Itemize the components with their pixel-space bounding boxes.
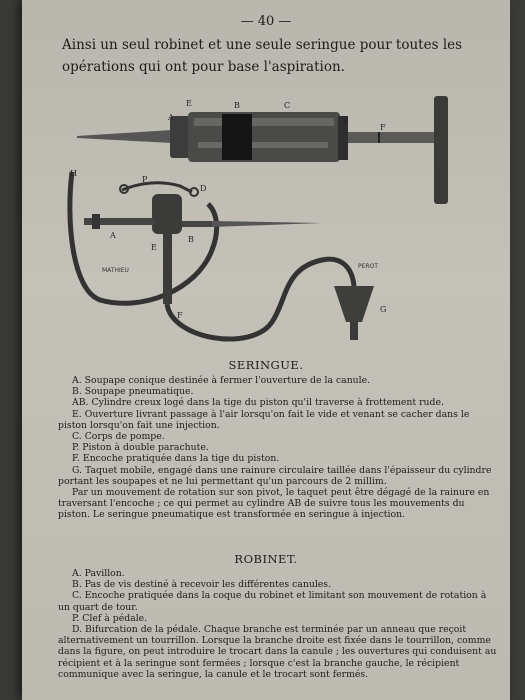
label-b-top: B — [234, 101, 240, 110]
label-a-bottom: A — [110, 231, 116, 240]
maker-signature: MATHIEU — [102, 267, 129, 274]
t-handle — [434, 96, 448, 204]
robinet-line-a: A. Pavillon. — [72, 568, 125, 579]
robinet-legend — [58, 568, 498, 680]
stopcock-body — [152, 194, 182, 234]
robinet-line-b: B. Pas de vis destiné à recevoir les différentes canules. — [72, 579, 332, 591]
seringue-line-a: A. Soupape conique destinée à fermer l'ouverture de la canule. — [72, 375, 371, 386]
intro-paragraph: Ainsi un seul robinet et une seule seringue pour toutes les opérations qui ont pour base l'aspiration. — [62, 37, 463, 75]
syringe-illustration — [22, 90, 510, 355]
seringue-legend — [58, 375, 498, 521]
label-b-bottom: B — [188, 235, 194, 244]
label-e-bottom: E — [151, 243, 157, 252]
page-number: — 40 — — [240, 14, 292, 29]
robinet-line-p: P. Clef à pédale. — [72, 612, 148, 624]
label-small-b: b — [343, 116, 349, 125]
stopcock-stem — [163, 234, 172, 304]
piston-rod — [348, 132, 440, 143]
seringue-line-c: C. Corps de pompe. — [72, 431, 165, 443]
label-g: G — [380, 305, 387, 314]
robinet-line-d: D. Bifurcation de la pédale. Chaque branche est terminée par un anneau que reçoit alternativement un tourrillon. Lorsque la branche droite est fixée dans le tourrillon, comme dans la figure, on peut introduire le trocart dans la canule ; les ouvertures qui conduisent au récipient et à la seringue sont fermées ; lorsque c'est la branche gauche, le récipient communique avec la seringue, la canule et le trocart sont fermés. — [58, 624, 497, 680]
label-f-bottom: F — [177, 311, 183, 320]
robinet-line-c: C. Encoche pratiquée dans la coque du robinet et limitant son mouvement de rotation à un quart de tour. — [58, 590, 487, 613]
seringue-line-g: G. Taquet mobile, engagé dans une rainure circulaire taillée dans l'épaisseur du cylindre portant les soupapes et ne lui permettant qu'un parcours de 2 millim. — [58, 464, 492, 487]
label-f-top: F — [380, 123, 386, 132]
label-p: P — [142, 175, 148, 184]
label-e-top: E — [186, 99, 192, 108]
seringue-paragraph: Par un mouvement de rotation sur son pivot, le taquet peut être dégagé de la rainure en traversant l'encoche ; ce qui permet au cylindre AB de suivre tous les mouvements du piston. Le seringue pneumatique est transformée en seringue à injection. — [58, 487, 490, 521]
trocar — [212, 221, 322, 227]
label-a-top: A — [168, 113, 174, 122]
seringue-line-f: F. Encoche pratiquée dans la tige du piston. — [72, 453, 280, 465]
seringue-line-e: E. Ouverture livrant passage à l'air lorsqu'on fait le vide et venant se cacher dans le piston lorsqu'on fait une injection. — [58, 408, 470, 431]
engraving — [22, 90, 510, 355]
seringue-line-b: B. Soupape pneumatique. — [72, 386, 194, 398]
label-h: H — [70, 169, 77, 178]
seringue-heading: SERINGUE. — [228, 358, 304, 372]
syringe-piston — [222, 114, 252, 160]
label-d: D — [200, 184, 207, 193]
robinet-heading: ROBINET. — [234, 552, 298, 566]
pedal-key — [122, 183, 192, 192]
engraver-signature: PEROT — [358, 263, 378, 270]
seringue-line-p: P. Piston à double parachute. — [72, 442, 209, 454]
seringue-line-ab: AB. Cylindre creux logé dans la tige du piston qu'il traverse à frottement rude. — [72, 397, 444, 409]
label-c-top: C — [284, 101, 291, 110]
syringe-valve-housing — [170, 116, 190, 158]
book-page — [22, 0, 510, 700]
syringe-nozzle — [77, 130, 172, 143]
left-rubber-tube — [70, 172, 217, 303]
receiver-funnel — [334, 286, 374, 322]
right-rubber-tube — [167, 259, 354, 339]
